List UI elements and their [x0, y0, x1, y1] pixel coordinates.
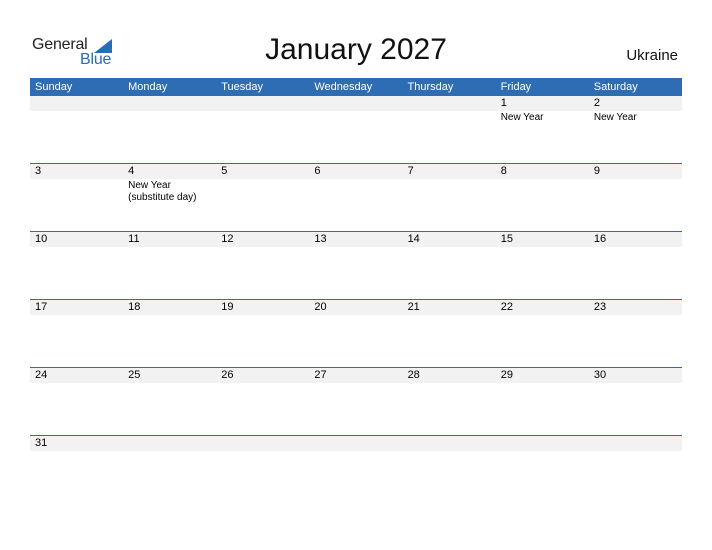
- day-number: 7: [407, 165, 414, 177]
- day-number: 24: [35, 369, 48, 381]
- day-cell: [123, 232, 216, 299]
- page-title: January 2027: [265, 33, 447, 66]
- day-cell: [496, 96, 589, 163]
- day-cell: [309, 164, 402, 231]
- day-cell: [589, 232, 682, 299]
- calendar-week: [30, 231, 682, 299]
- day-cell: [496, 436, 589, 503]
- day-number: 1: [500, 97, 507, 109]
- day-number: 27: [314, 369, 327, 381]
- calendar-week: [30, 367, 682, 435]
- weekday-friday: Friday: [500, 81, 532, 93]
- day-cell: [216, 368, 309, 435]
- day-number: 9: [593, 165, 600, 177]
- day-cell: [123, 96, 216, 163]
- day-number: 13: [314, 233, 327, 245]
- weekday-header: [30, 78, 682, 96]
- calendar: [30, 78, 682, 503]
- day-cell: [403, 436, 496, 503]
- day-cell: [403, 368, 496, 435]
- day-number: 23: [593, 301, 607, 313]
- day-cell: [496, 232, 589, 299]
- day-number: 5: [221, 165, 228, 177]
- day-cell: [216, 232, 309, 299]
- day-cell: [589, 300, 682, 367]
- holiday-label: New Year: [593, 112, 637, 123]
- day-cell: [496, 164, 589, 231]
- day-cell: [30, 232, 123, 299]
- weekday-wednesday: Wednesday: [314, 81, 373, 93]
- day-number: 11: [128, 233, 140, 245]
- day-number: 26: [221, 369, 234, 381]
- day-cell: [123, 436, 216, 503]
- day-cell: [309, 436, 402, 503]
- day-cell: [216, 300, 309, 367]
- day-cell: [123, 164, 216, 231]
- day-cell: [309, 96, 402, 163]
- logo-text-general: General: [32, 36, 88, 53]
- weekday-saturday: Saturday: [593, 81, 638, 93]
- holiday-label: (substitute day): [128, 192, 197, 203]
- weekday-thursday: Thursday: [407, 81, 454, 93]
- day-cell: [30, 96, 123, 163]
- calendar-week: [30, 299, 682, 367]
- day-cell: [309, 232, 402, 299]
- day-cell: [216, 436, 309, 503]
- day-cell: [589, 164, 682, 231]
- day-cell: [496, 368, 589, 435]
- day-cell: [30, 164, 123, 231]
- day-number: 21: [407, 301, 420, 313]
- weekday-tuesday: Tuesday: [221, 81, 264, 93]
- day-number: 18: [128, 301, 141, 313]
- day-cell: [30, 368, 123, 435]
- day-cell: [309, 300, 402, 367]
- day-number: 8: [500, 165, 507, 177]
- day-cell: [216, 96, 309, 163]
- day-cell: [403, 164, 496, 231]
- day-cell: [216, 164, 309, 231]
- day-number: 30: [593, 369, 607, 381]
- day-cell: [496, 300, 589, 367]
- calendar-week: [30, 96, 682, 163]
- day-cell: [403, 300, 496, 367]
- weekday-sunday: Sunday: [35, 81, 73, 93]
- day-number: 4: [128, 165, 135, 177]
- holiday-label: New Year: [500, 112, 544, 123]
- day-number: 12: [221, 233, 234, 245]
- day-number: 6: [314, 165, 321, 177]
- day-number: 15: [500, 233, 513, 245]
- day-cell: [589, 436, 682, 503]
- day-number: 2: [593, 97, 600, 109]
- day-number: 10: [35, 233, 48, 245]
- holiday-label: New Year: [128, 180, 171, 191]
- day-cell: [589, 368, 682, 435]
- calendar-week: [30, 435, 682, 503]
- weekday-monday: Monday: [128, 81, 168, 93]
- day-cell: [403, 232, 496, 299]
- day-cell: [30, 300, 123, 367]
- day-number: 16: [593, 233, 607, 245]
- day-cell: [589, 96, 682, 163]
- calendar-week: [30, 163, 682, 231]
- day-cell: [123, 368, 216, 435]
- day-cell: [123, 300, 216, 367]
- day-cell: [30, 436, 123, 503]
- country-label: Ukraine: [626, 47, 678, 64]
- day-number: 19: [221, 301, 234, 313]
- day-number: 22: [500, 301, 513, 313]
- day-number: 3: [35, 165, 42, 177]
- day-cell: [403, 96, 496, 163]
- day-number: 14: [407, 233, 420, 245]
- logo-text-blue: Blue: [80, 51, 112, 68]
- day-number: 17: [35, 301, 48, 313]
- day-cell: [309, 368, 402, 435]
- day-number: 31: [35, 437, 48, 449]
- day-number: 28: [407, 369, 420, 381]
- calendar-weeks: [30, 96, 682, 503]
- day-number: 20: [314, 301, 327, 313]
- day-number: 25: [128, 369, 141, 381]
- day-number: 29: [500, 369, 513, 381]
